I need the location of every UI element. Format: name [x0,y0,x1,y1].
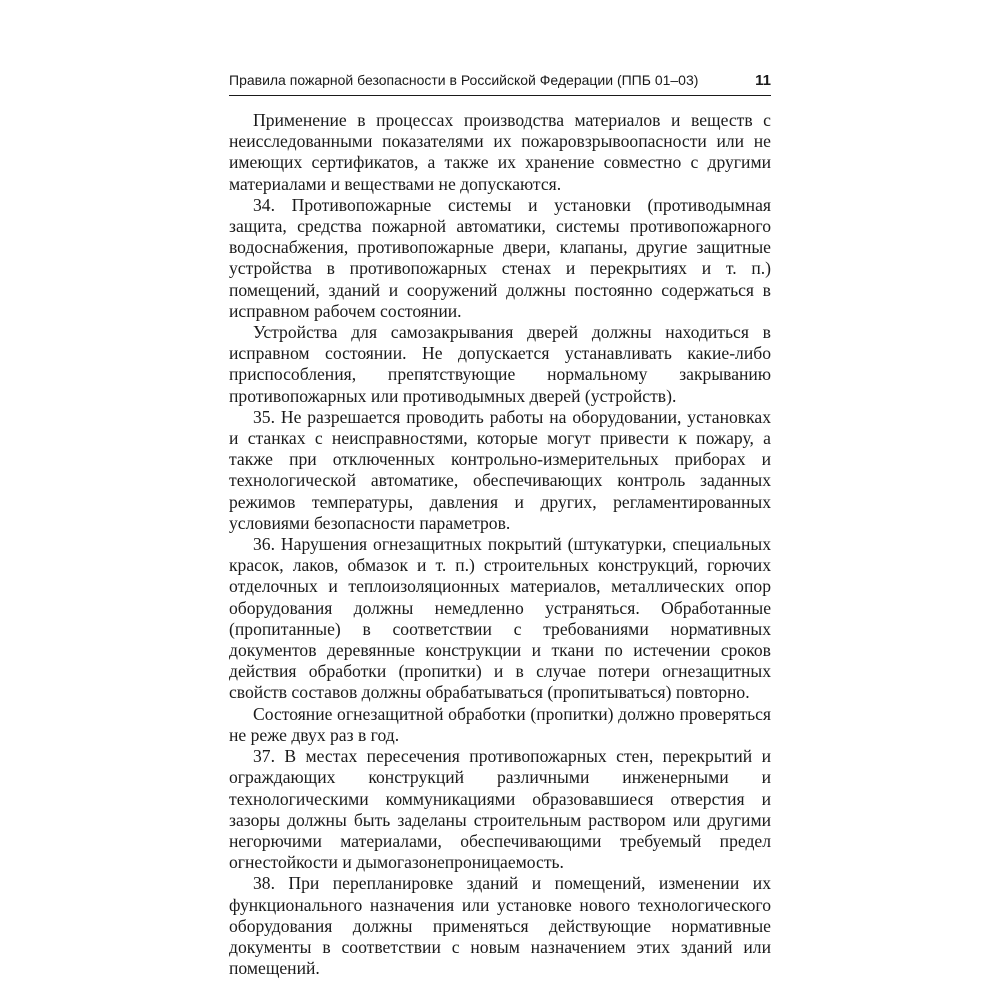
header-rule [229,95,771,96]
body-text [229,110,771,979]
paragraph-36-inspection: Состояние огнезащитной обработки (пропитки) должно проверяться не реже двух раз в год. [229,703,771,745]
page-number: 11 [755,72,771,89]
paragraph-34: 34. Противопожарные системы и установки (противодымная защита, средства пожарной автоматики, системы противопожарного водоснабжения, противопожарные двери, клапаны, другие защитные устройства в противопожарных стенах и перекрытиях и т. п.) помещений, зданий и сооружений должны постоянно содержаться в исправном рабочем состоянии. [229,194,771,321]
header-title: Правила пожарной безопасности в Российской Федерации (ППБ 01–03) [229,72,699,88]
paragraph-38: 38. При перепланировке зданий и помещений, изменении их функционального назначения или установке нового технологического оборудования должны применяться действующие нормативные документы в соответствии с новым назначением этих зданий или помещений. [229,873,771,979]
paragraph-37: 37. В местах пересечения противопожарных стен, перекрытий и ограждающих конструкций различными инженерными и технологическими коммуникациями образовавшиеся отверстия и зазоры должны быть заделаны строительным раствором или другими негорючими материалами, обеспечивающими требуемый предел огнестойкости и дымогазонепроницаемость. [229,746,771,873]
paragraph-34-doors: Устройства для самозакрывания дверей должны находиться в исправном состоянии. Не допускается устанавливать какие-либо приспособления, препятствующие нормальному закрыванию противопожарных или противодымных дверей (устройств). [229,322,771,406]
paragraph-intro: Применение в процессах производства материалов и веществ с неисследованными показателями их пожаровзрывоопасности или не имеющих сертификатов, а также их хранение совместно с другими материалами и веществами не допускаются. [229,110,771,194]
running-header [229,72,771,89]
paragraph-35: 35. Не разрешается проводить работы на оборудовании, установках и станках с неисправностями, которые могут привести к пожару, а также при отключенных контрольно-измерительных приборах и технологической автоматике, обеспечивающих контроль заданных режимов температуры, давления и других, регламентированных условиями безопасности параметров. [229,406,771,533]
paragraph-36: 36. Нарушения огнезащитных покрытий (штукатурки, специальных красок, лаков, обмазок и т. п.) строительных конструкций, горючих отделочных и теплоизоляционных материалов, металлических опор оборудования должны немедленно устраняться. Обработанные (пропитанные) в соответствии с требованиями нормативных документов деревянные конструкции и ткани по истечении сроков действия обработки (пропитки) и в случае потери огнезащитных свойств составов должны обрабатываться (пропитываться) повторно. [229,534,771,703]
